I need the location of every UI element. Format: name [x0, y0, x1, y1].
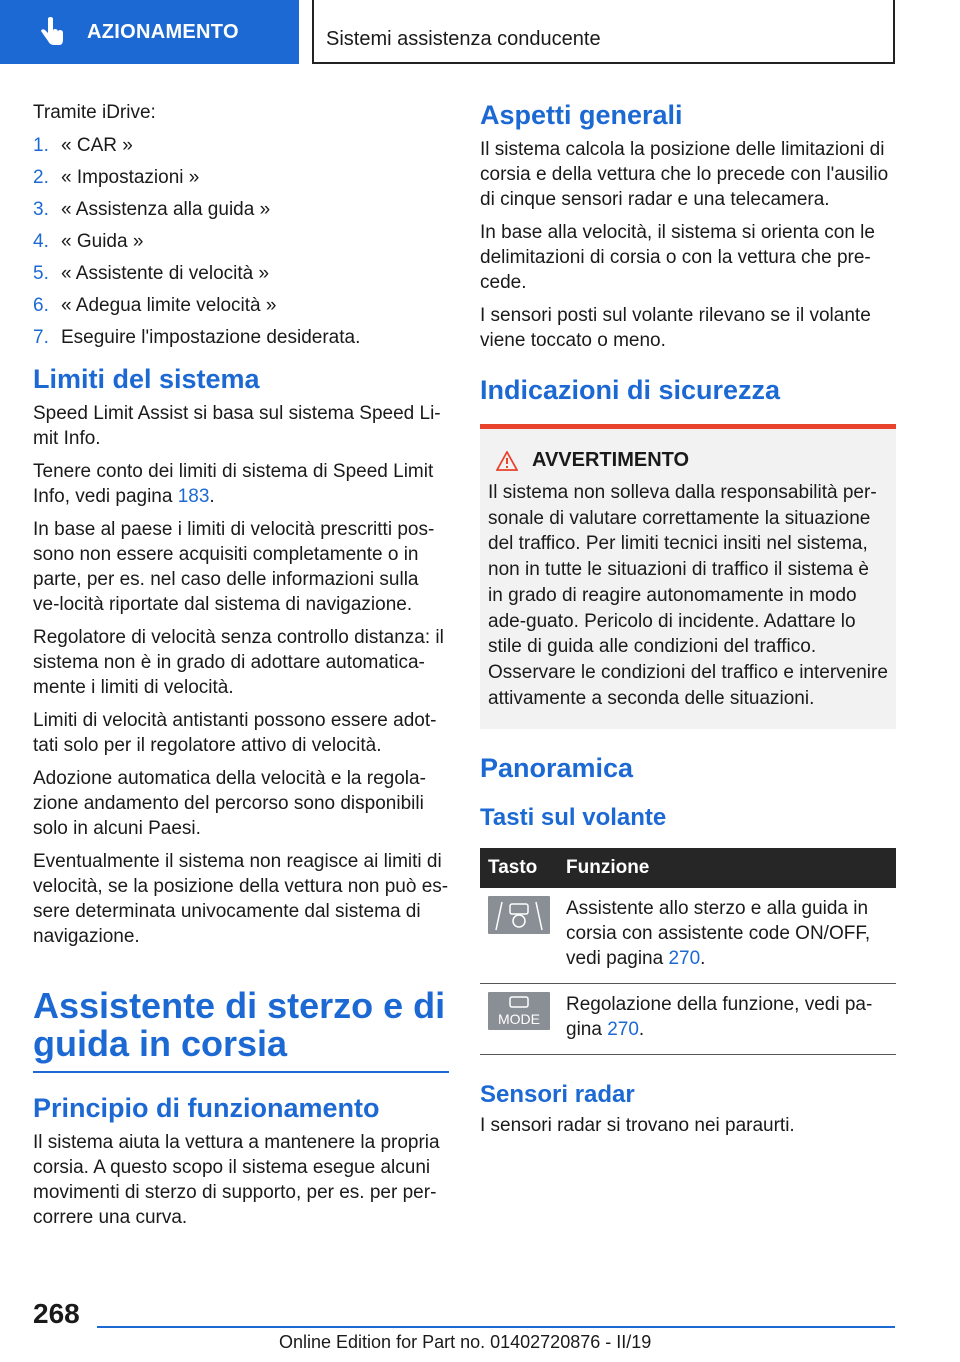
paragraph: In base al paese i limiti di velocità prescritti pos-sono non essere acquisiti completamente o in parte, per es. nel caso delle informazioni sulla ve-locità riportate dal sistema di navigazione. [33, 519, 435, 615]
mode-button-icon [488, 992, 550, 1030]
main-heading: Assistente di sterzo e di guida in corsia [33, 985, 446, 1064]
hand-pointer-icon [39, 17, 65, 47]
list-item: 1. « CAR » [33, 135, 133, 156]
table-header-cell: Funzione [558, 848, 896, 888]
list-item: 5. « Assistente di velocità » [33, 263, 270, 284]
page-title: Sistemi assistenza conducente [312, 0, 895, 64]
warning-text: Il sistema non solleva dalla responsabilità per-sonale di valutare correttamente la situazione del traffico. Per limiti tecnici insiti nel sistema, non in tutte le situazioni di traffico il sistema è in grado di reagire autonomamente in modo ade-guato. Pericolo di incidente. Adattare lo stile di guida alle condizioni del traffico. Osservare le condizioni del traffico e intervenire attivamente a seconda delle situazioni. [488, 482, 888, 709]
paragraph: Regolatore di velocità senza controllo distanza: il sistema non è in grado di adottare automatica-mente i limiti di velocità. [33, 627, 444, 698]
list-item: 3. « Assistenza alla guida » [33, 199, 271, 220]
paragraph: Tenere conto dei limiti di sistema di Speed Limit Info, vedi pagina 183. [33, 461, 434, 507]
section-tab[interactable] [0, 0, 299, 64]
svg-text:MODE: MODE [498, 1011, 540, 1028]
page-link[interactable]: 270 [668, 948, 701, 970]
paragraph: Limiti di velocità antistanti possono essere adot-tati solo per il regolatore attivo di velocità. [33, 710, 437, 756]
buttons-heading: Tasti sul volante [480, 804, 667, 832]
radar-heading: Sensori radar [480, 1081, 635, 1109]
row-text: Regolazione della funzione, vedi pa-gina [566, 994, 873, 1041]
footer-divider [97, 1326, 895, 1328]
paragraph: Adozione automatica della velocità e la regola-zione andamento del percorso sono disponibili solo in alcuni Paesi. [33, 768, 426, 839]
general-heading: Aspetti generali [480, 100, 683, 130]
page-link[interactable]: 270 [607, 1019, 639, 1041]
paragraph: In base alla velocità, il sistema si orienta con le delimitazioni di corsia o con la vettura che pre-cede. [480, 222, 875, 293]
row-text: Assistente allo sterzo e alla guida in corsia con assistente code ON/OFF, vedi pagina [566, 898, 871, 970]
table-header-cell: Tasto [480, 848, 558, 888]
paragraph: Speed Limit Assist si basa sul sistema Speed Li-mit Info. [33, 403, 441, 449]
steering-assist-button-icon [488, 896, 550, 934]
list-item: 7. Eseguire l'impostazione desiderata. [33, 327, 361, 348]
main-heading-block [33, 987, 449, 1073]
section-label: AZIONAMENTO [87, 20, 239, 43]
intro-text: Tramite iDrive: [33, 102, 156, 123]
edition-text: Online Edition for Part no. 01402720876 - II/19 [279, 1332, 652, 1352]
right-column [480, 100, 896, 1146]
principle-heading: Principio di funzionamento [33, 1093, 380, 1123]
table-row: Assistente allo sterzo e alla guida in corsia con assistente code ON/OFF, vedi pagina 270. [480, 888, 896, 984]
steps-list [33, 133, 449, 350]
paragraph: Eventualmente il sistema non reagisce ai limiti di velocità, se la posizione della vettura non può es-sere determinata univocamente dal sistema di navigazione. [33, 851, 449, 947]
table-header-row [480, 848, 896, 888]
overview-heading: Panoramica [480, 753, 634, 784]
page-number: 268 [33, 1298, 80, 1329]
left-column [33, 100, 449, 1238]
paragraph: Il sistema calcola la posizione delle limitazioni di corsia e della vettura che lo precede con l'ausilio di cinque sensori radar e una telecamera. [480, 139, 889, 210]
safety-heading: Indicazioni di sicurezza [480, 375, 781, 405]
warning-box [480, 424, 896, 729]
warning-title: AVVERTIMENTO [532, 449, 690, 471]
page-link[interactable]: 183 [177, 486, 210, 507]
table-row: MODE Regolazione della funzione, vedi pa-gina 270. [480, 984, 896, 1055]
paragraph: Il sistema aiuta la vettura a mantenere la propria corsia. A questo scopo il sistema esegue alcuni movimenti di sterzo di supporto, per es. per per-correre una curva. [33, 1132, 440, 1228]
list-item: 6. « Adegua limite velocità » [33, 295, 277, 316]
warning-triangle-icon [496, 451, 518, 471]
paragraph: I sensori radar si trovano nei paraurti. [480, 1115, 795, 1137]
limits-heading: Limiti del sistema [33, 364, 260, 394]
buttons-table [480, 848, 896, 1055]
list-item: 4. « Guida » [33, 231, 144, 252]
list-item: 2. « Impostazioni » [33, 167, 200, 188]
paragraph: I sensori posti sul volante rilevano se il volante viene toccato o meno. [480, 305, 871, 351]
